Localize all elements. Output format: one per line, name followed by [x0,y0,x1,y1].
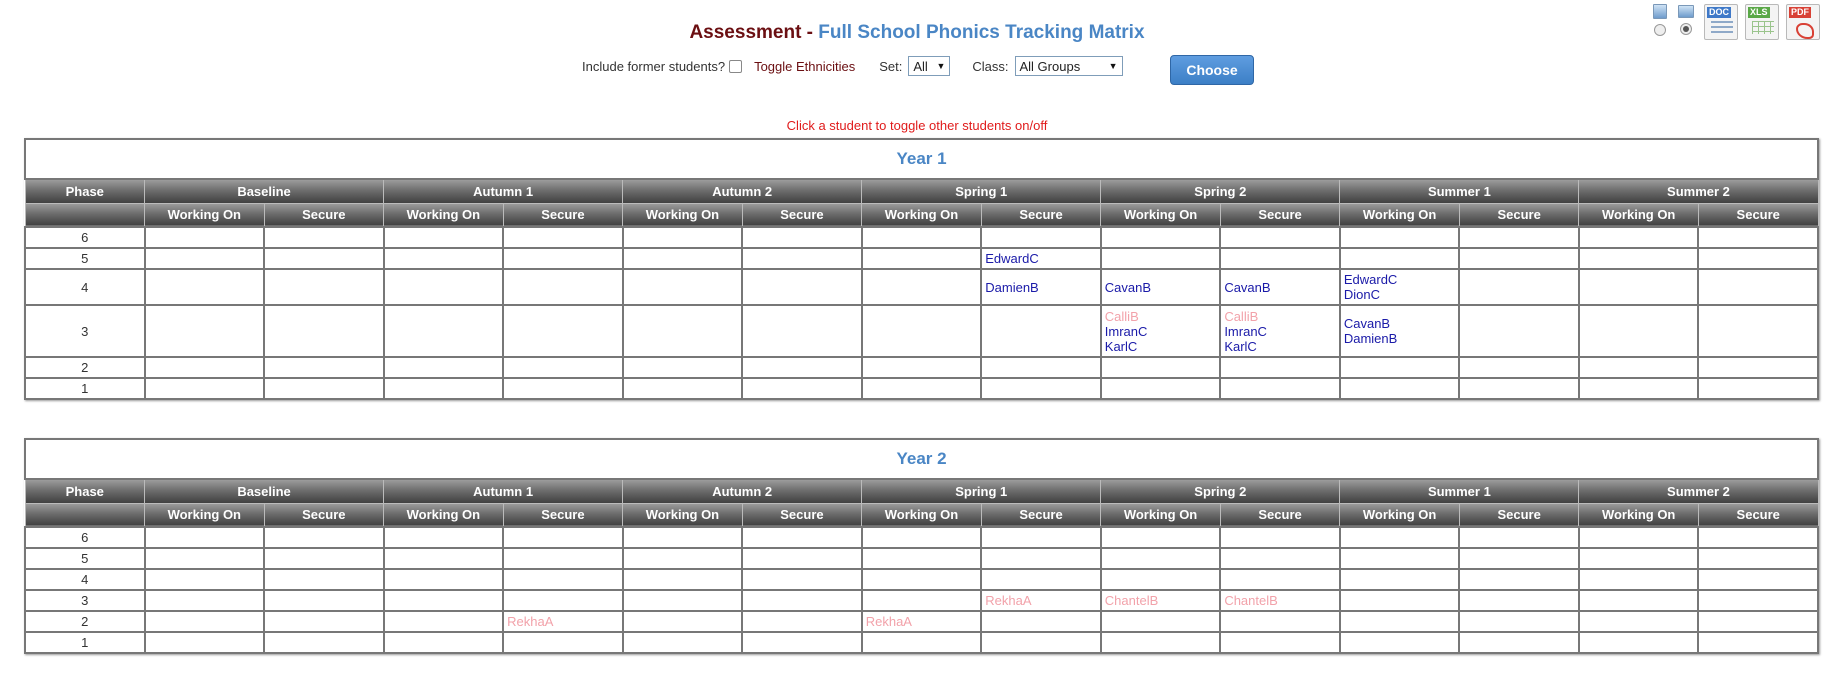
sub-header: Secure [1698,203,1818,227]
matrix-cell [1698,248,1818,269]
phase-header: Phase [25,179,145,203]
phase-number: 2 [25,357,145,378]
matrix-cell [1698,548,1818,569]
phase-row [25,305,1818,357]
matrix-cell [384,548,504,569]
matrix-cell [384,527,504,548]
student-link[interactable]: ImranC [1224,323,1267,339]
matrix-cell [384,632,504,653]
xls-export-icon[interactable] [1745,4,1779,40]
matrix-cell [1340,378,1460,399]
student-link[interactable]: DamienB [1343,331,1398,346]
export-toolbar [1649,4,1820,40]
term-header-row [25,179,1818,203]
chevron-down-icon: ▼ [936,61,946,71]
matrix-cell [503,527,623,548]
term-header: Autumn 2 [623,179,862,203]
matrix-cell [1698,357,1818,378]
phase-row [25,527,1818,548]
matrix-cell [503,632,623,653]
term-header: Spring 1 [862,179,1101,203]
student-link[interactable]: DionC [1343,287,1380,302]
matrix-cell [742,357,862,378]
matrix-cell [862,611,982,632]
term-header: Summer 2 [1579,479,1818,503]
matrix-cell [264,590,384,611]
matrix-cell [862,632,982,653]
matrix-cell [1220,357,1340,378]
matrix-cell [742,248,862,269]
matrix-cell [862,590,982,611]
matrix-cell [384,227,504,248]
matrix-cell [384,248,504,269]
matrix-cell [503,227,623,248]
matrix-cell [1340,632,1460,653]
matrix-cell [1579,590,1699,611]
term-header: Summer 1 [1340,479,1579,503]
matrix-cell [145,227,265,248]
matrix-cell [1459,590,1579,611]
matrix-cell [742,527,862,548]
phase-row [25,611,1818,632]
matrix-cell [1340,227,1460,248]
matrix-cell [264,632,384,653]
matrix-cell [623,227,743,248]
term-header: Spring 2 [1101,179,1340,203]
matrix-cell [503,248,623,269]
phase-row [25,548,1818,569]
matrix-cell [623,569,743,590]
matrix-cell [145,611,265,632]
sub-header: Working On [145,203,265,227]
student-link[interactable]: KarlC [1104,338,1138,354]
sub-header-row [25,503,1818,527]
matrix-cell [1698,527,1818,548]
student-link[interactable]: EdwardC [1343,272,1398,287]
matrix-cell [1101,590,1221,611]
phase-sub-header [25,203,145,227]
matrix-year-2 [24,438,1819,654]
matrix-cell [384,611,504,632]
sub-header-row [25,203,1818,227]
matrix-cell [981,269,1101,305]
sub-header: Working On [145,503,265,527]
matrix-cell [264,269,384,305]
matrix-cell [1340,248,1460,269]
matrix-cell [981,548,1101,569]
sub-header: Secure [264,503,384,527]
matrix-cell [742,590,862,611]
phase-row [25,632,1818,653]
matrix-cell [145,357,265,378]
matrix-cell [1340,548,1460,569]
phase-number: 4 [25,569,145,590]
matrix-cell [981,632,1101,653]
matrix-cell [623,590,743,611]
matrix-cell [623,357,743,378]
student-link[interactable]: RekhaA [985,593,1032,608]
matrix-cell [384,590,504,611]
student-link[interactable]: CalliB [1224,308,1259,324]
matrix-cell [742,305,862,357]
matrix-cell [264,611,384,632]
matrix-cell [1340,305,1460,357]
student-link[interactable]: RekhaA [865,614,912,629]
matrix-cell [862,378,982,399]
matrix-cell [1340,269,1460,305]
student-link[interactable]: CavanB [1104,279,1152,295]
matrix-cell [623,248,743,269]
matrix-cell [264,305,384,357]
matrix-cell [1698,632,1818,653]
phase-number: 4 [25,269,145,305]
layout-option-portrait[interactable] [1649,4,1671,36]
sub-header: Working On [1579,503,1699,527]
set-select[interactable] [908,56,950,76]
matrix-cell [1220,378,1340,399]
matrix-cell [1101,527,1221,548]
student-link[interactable]: CavanB [1343,316,1391,331]
matrix-cell [1698,227,1818,248]
matrix-cell [1220,548,1340,569]
term-header: Baseline [145,179,384,203]
matrix-cell [981,378,1101,399]
matrix-cell [1220,227,1340,248]
matrix-cell [623,305,743,357]
matrix-cell [1698,590,1818,611]
class-select-value: All Groups [1019,58,1081,74]
term-header: Spring 2 [1101,479,1340,503]
page-title-prefix: Assessment - [689,22,819,43]
matrix-cell [264,357,384,378]
student-link[interactable]: CalliB [1104,308,1139,324]
matrix-year-1 [24,138,1819,400]
matrix-cell [145,548,265,569]
term-header: Summer 2 [1579,179,1818,203]
matrix-cell [145,527,265,548]
matrix-cell [623,378,743,399]
phase-number: 6 [25,227,145,248]
phase-number: 3 [25,590,145,611]
matrix-cell [264,548,384,569]
term-header: Autumn 2 [623,479,862,503]
matrix-cell [1101,248,1221,269]
matrix-cell [503,269,623,305]
matrix-cell [1459,305,1579,357]
term-header: Baseline [145,479,384,503]
matrix-cell [742,548,862,569]
matrix-cell [1101,632,1221,653]
term-header: Autumn 1 [384,479,623,503]
matrix-cell [1220,590,1340,611]
matrix-cell [623,632,743,653]
matrix-cell [742,378,862,399]
phase-sub-header [25,503,145,527]
student-link[interactable]: KarlC [1224,338,1257,354]
matrix-cell [1459,527,1579,548]
sub-header: Working On [384,503,504,527]
phase-row [25,269,1818,305]
matrix-cell [862,227,982,248]
matrix-cell [1579,378,1699,399]
toggle-hint: Click a student to toggle other students on/off [786,118,1048,133]
matrix-cell [623,527,743,548]
phase-number: 5 [25,248,145,269]
matrix-cell [503,305,623,357]
matrix-cell [1340,611,1460,632]
matrix-cell [981,611,1101,632]
matrix-cell [503,548,623,569]
matrix-cell [981,590,1101,611]
matrix-cell [1579,632,1699,653]
matrix-cell [145,590,265,611]
matrix-cell [1698,611,1818,632]
year-title: Year 1 [25,139,1818,179]
term-header: Autumn 1 [384,179,623,203]
portrait-radio[interactable] [1654,24,1666,36]
sub-header: Secure [1698,503,1818,527]
sub-header: Working On [384,203,504,227]
matrix-cell [1101,611,1221,632]
sub-header: Secure [1459,503,1579,527]
matrix-cell [1220,305,1340,357]
matrix-cell [264,527,384,548]
phase-number: 2 [25,611,145,632]
matrix-cell [862,527,982,548]
matrix-cell [862,248,982,269]
phase-row [25,357,1818,378]
matrix-cell [384,269,504,305]
phase-number: 3 [25,305,145,357]
phase-number: 1 [25,632,145,653]
matrix-cell [1340,357,1460,378]
matrix-cell [623,548,743,569]
sub-header: Secure [1459,203,1579,227]
matrix-cell [384,569,504,590]
term-header: Spring 1 [862,479,1101,503]
matrix-cell [1579,227,1699,248]
matrix-cell [1101,378,1221,399]
sub-header: Secure [742,203,862,227]
matrix-cell [503,569,623,590]
matrix-cell [145,632,265,653]
matrix-cell [264,248,384,269]
matrix-cell [1698,378,1818,399]
matrix-cell [1220,248,1340,269]
matrix-cell [1579,548,1699,569]
matrix-cell [145,569,265,590]
matrix-cell [1220,611,1340,632]
sub-header: Working On [862,503,982,527]
matrix-cell [1579,611,1699,632]
matrix-cell [981,227,1101,248]
toggle-ethnicities-link[interactable]: Toggle Ethnicities [754,58,856,74]
matrix-cell [1579,527,1699,548]
sub-header: Secure [742,503,862,527]
set-select-value: All [913,58,928,74]
matrix-cell [384,305,504,357]
sub-header: Working On [1579,203,1699,227]
matrix-cell [742,569,862,590]
sub-header: Working On [1101,203,1221,227]
phase-number: 1 [25,378,145,399]
matrix-cell [981,357,1101,378]
doc-export-label: DOC [1709,7,1729,17]
year-title: Year 2 [25,439,1818,479]
matrix-cell [1101,305,1221,357]
sub-header: Secure [981,503,1101,527]
phase-row [25,378,1818,399]
student-link[interactable]: RekhaA [507,614,554,629]
matrix-cell [1459,378,1579,399]
doc-export-icon[interactable] [1704,4,1738,40]
phase-number: 5 [25,548,145,569]
matrix-cell [862,569,982,590]
matrix-cell [1579,269,1699,305]
matrix-cell [1220,569,1340,590]
layout-option-landscape[interactable] [1675,4,1697,35]
sub-header: Secure [503,203,623,227]
phase-number: 6 [25,527,145,548]
matrix-cell [503,611,623,632]
matrix-cell [1459,248,1579,269]
sub-header: Working On [623,503,743,527]
matrix-cell [1698,269,1818,305]
matrix-cell [1459,548,1579,569]
class-label: Class: [972,58,1009,74]
matrix-cell [1579,248,1699,269]
matrix-cell [264,227,384,248]
matrix-cell [503,590,623,611]
portrait-layout-icon [1653,4,1667,19]
pdf-export-icon[interactable] [1786,4,1820,40]
student-link[interactable]: ImranC [1104,323,1148,339]
sub-header: Secure [981,203,1101,227]
sub-header: Secure [1220,203,1340,227]
choose-button[interactable]: Choose [1170,55,1254,85]
term-header-row [25,479,1818,503]
matrix-cell [1698,569,1818,590]
pdf-export-label: PDF [1791,7,1809,17]
phase-row [25,569,1818,590]
matrix-cell [145,248,265,269]
matrix-cell [981,527,1101,548]
matrix-cell [1579,569,1699,590]
matrix-cell [264,569,384,590]
sub-header: Secure [503,503,623,527]
matrix-cell [1340,569,1460,590]
matrix-cell [145,378,265,399]
matrix-cell [1220,527,1340,548]
sub-header: Working On [1101,503,1221,527]
matrix-cell [264,378,384,399]
matrix-cell [1220,269,1340,305]
matrix-cell [1220,632,1340,653]
matrix-cell [1459,269,1579,305]
student-link[interactable]: DamienB [985,279,1039,295]
matrix-cell [862,269,982,305]
matrix-cell [1101,548,1221,569]
phase-row [25,248,1818,269]
class-select[interactable] [1015,56,1123,76]
landscape-layout-icon [1678,5,1694,18]
matrix-cell [862,357,982,378]
sub-header: Working On [1340,503,1460,527]
xls-export-label: XLS [1750,7,1768,17]
matrix-cell [862,305,982,357]
sub-header: Working On [623,203,743,227]
matrix-cell [1101,227,1221,248]
phase-header: Phase [25,479,145,503]
matrix-cell [623,611,743,632]
matrix-cell [1459,611,1579,632]
matrix-cell [623,269,743,305]
matrix-cell [742,227,862,248]
chevron-down-icon: ▼ [1108,61,1118,71]
include-former-label: Include former students? [582,58,726,74]
matrix-cell [742,269,862,305]
page-title-main: Full School Phonics Tracking Matrix [818,22,1145,43]
matrix-cell [1459,227,1579,248]
filter-controls [582,56,1123,76]
matrix-cell [145,305,265,357]
matrix-cell [1101,269,1221,305]
sub-header: Working On [862,203,982,227]
matrix-cell [1579,357,1699,378]
sub-header: Secure [264,203,384,227]
matrix-cell [1459,357,1579,378]
matrix-cell [1698,305,1818,357]
student-link[interactable]: ChantelB [1104,593,1159,608]
matrix-cell [742,611,862,632]
matrix-cell [1340,590,1460,611]
student-link[interactable]: EdwardC [985,251,1039,266]
student-link[interactable]: ChantelB [1224,593,1278,608]
page-title [0,22,1834,44]
phase-row [25,227,1818,248]
phase-row [25,590,1818,611]
matrix-cell [1101,569,1221,590]
matrix-cell [1579,305,1699,357]
matrix-cell [384,357,504,378]
sub-header: Secure [1220,503,1340,527]
matrix-cell [742,632,862,653]
matrix-cell [503,357,623,378]
sub-header: Working On [1340,203,1460,227]
matrix-cell [862,548,982,569]
include-former-checkbox[interactable] [729,60,742,73]
matrix-cell [1459,632,1579,653]
matrix-cell [1340,527,1460,548]
matrix-cell [981,569,1101,590]
student-link[interactable]: CavanB [1224,279,1271,295]
term-header: Summer 1 [1340,179,1579,203]
matrix-cell [503,378,623,399]
matrix-cell [384,378,504,399]
matrix-cell [1101,357,1221,378]
matrix-cell [1459,569,1579,590]
matrix-cell [981,248,1101,269]
landscape-radio[interactable] [1680,23,1692,35]
matrix-cell [981,305,1101,357]
matrix-cell [145,269,265,305]
set-label: Set: [879,58,903,74]
